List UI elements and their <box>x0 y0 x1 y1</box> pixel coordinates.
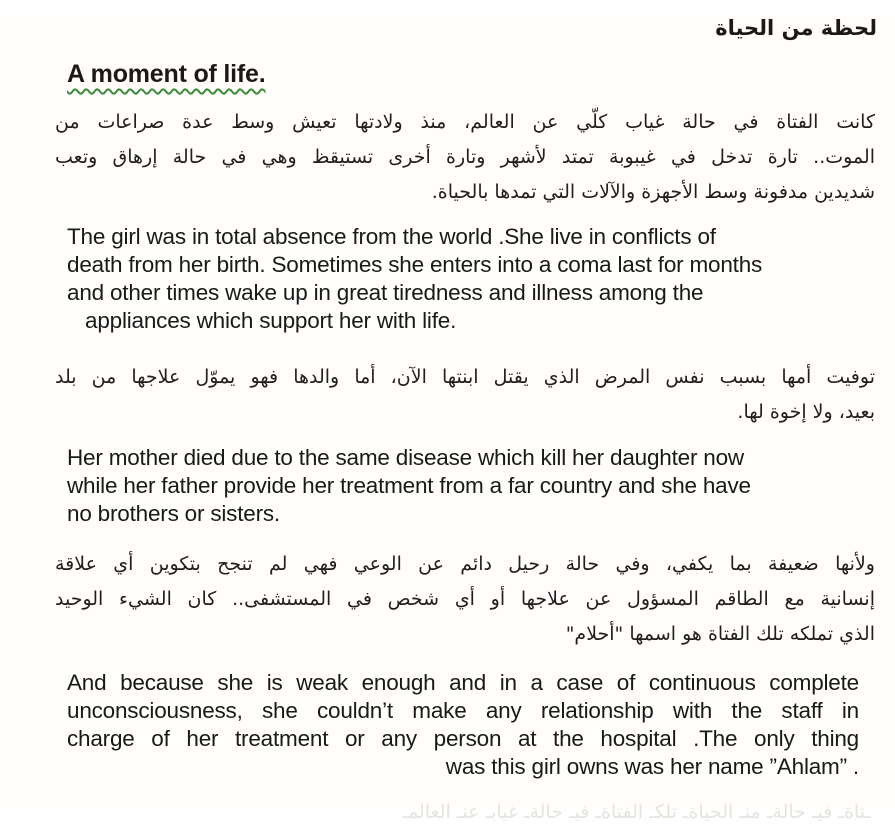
text-line: كانت الفتاة في حالة غياب كلّي عن العالم، منذ ولادتها تعيش وسط عدة صراعات من <box>55 111 875 133</box>
text-line: unconsciousness, she couldn’t make any relationship with the staff in <box>67 698 859 723</box>
paragraph-en <box>67 223 855 335</box>
document-page <box>0 12 895 823</box>
arabic-title: لحظة من الحياة <box>715 16 877 40</box>
text-line: and other times wake up in great tiredness and illness among the <box>67 280 704 305</box>
text-line: no brothers or sisters. <box>67 501 280 526</box>
text-line: death from her birth. Sometimes she enters into a coma last for months <box>67 252 763 277</box>
paragraph-ar <box>55 547 875 652</box>
text-line: توفيت أمها بسبب نفس المرض الذي يقتل ابنتها الآن، أما والدها فهو يموّل علاجها من بلد <box>55 366 875 388</box>
paragraph-en <box>67 669 859 781</box>
paragraph-ar <box>55 105 875 210</box>
text-line: الذي تملكه تلك الفتاة هو اسمها "أحلام" <box>565 623 875 645</box>
clipped-text-line: ـتاةـ فيـ حالةـ منـ الحياةـ تلكـ الفتاةـ فيـ حالةـ غيابـ عنـ العالمـ <box>402 801 871 823</box>
text-line: was this girl owns was her name ”Ahlam” . <box>445 754 859 779</box>
text-line: الموت.. تارة تدخل في غيبوبة تمتد لأشهر وتارة أخرى تستيقظ وهي في حالة إرهاق وتعب <box>55 146 875 168</box>
text-line: إنسانية مع الطاقم المسؤول عن علاجها أو أي شخص في المستشفى.. كان الشيء الوحيد <box>55 588 875 610</box>
paragraph-en <box>67 444 855 528</box>
text-line: ولأنها ضعيفة بما يكفي، وفي حالة رحيل دائم عن الوعي فهي لم تنجح بتكوين أي علاقة <box>55 553 875 575</box>
text-line: The girl was in total absence from the world .She live in conflicts of <box>67 224 716 249</box>
text-line: while her father provide her treatment from a far country and she have <box>67 473 751 498</box>
text-line: appliances which support her with life. <box>85 308 457 333</box>
paragraphs-container <box>0 105 895 781</box>
english-title-text: A moment of life. <box>67 60 266 88</box>
text-line: And because she is weak enough and in a case of continuous complete <box>67 670 859 695</box>
text-line: Her mother died due to the same disease which kill her daughter now <box>67 445 744 470</box>
text-line: شديدين مدفونة وسط الأجهزة والآلات التي تمدها بالحياة. <box>431 181 875 203</box>
text-line: charge of her treatment or any person at the hospital .The only thing <box>67 726 859 751</box>
paragraph-ar <box>55 360 875 430</box>
english-title <box>67 59 895 89</box>
text-line: بعيد، ولا إخوة لها. <box>737 401 875 423</box>
